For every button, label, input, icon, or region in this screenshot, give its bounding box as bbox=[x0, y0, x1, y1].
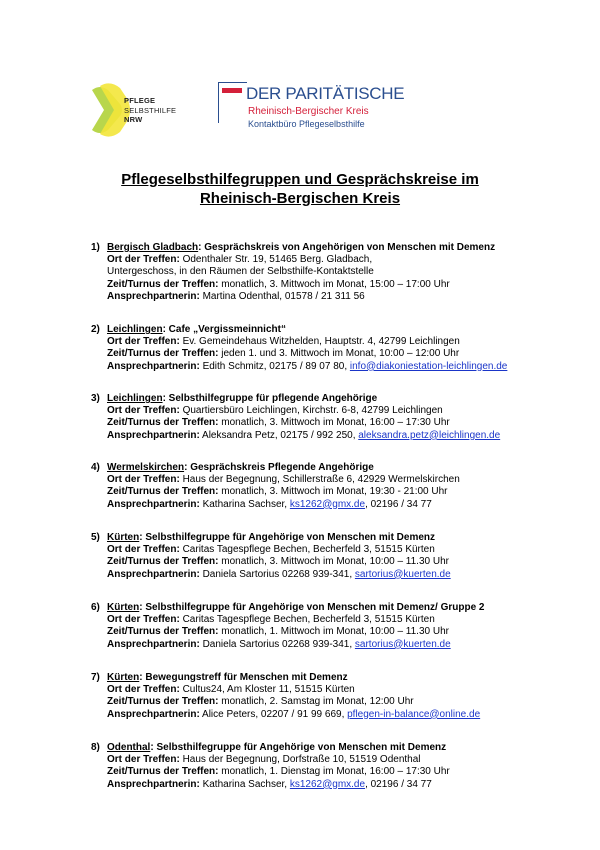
entry-group-name: Selbsthilfegruppe für Angehörige von Menschen mit Demenz bbox=[153, 742, 447, 753]
entry-number: 6) bbox=[91, 602, 100, 613]
meeting-place-extra: Untergeschoss, in den Räumen der Selbsthilfe-Kontaktstelle bbox=[107, 266, 374, 278]
entry-separator: : bbox=[198, 242, 202, 253]
meeting-place-value: Caritas Tagespflege Bechen, Becherfeld 3, 51515 Kürten bbox=[179, 614, 435, 626]
list-item bbox=[91, 393, 500, 442]
entry-location: Kürten bbox=[107, 602, 140, 613]
entry-separator: : bbox=[184, 462, 188, 473]
entry-group-name: Bewegungstreff für Menschen mit Demenz bbox=[142, 672, 348, 683]
contact-email-link[interactable]: pflegen-in-balance@online.de bbox=[347, 708, 481, 720]
entry-number: 8) bbox=[91, 742, 100, 753]
contact-phone: , 02196 / 34 77 bbox=[365, 778, 432, 790]
contact-email-link[interactable]: ks1262@gmx.de bbox=[289, 778, 366, 790]
selbsthilfe-word: SELBSTHILFE bbox=[124, 105, 177, 115]
meeting-place-value: Caritas Tagespflege Bechen, Becherfeld 3, 51515 Kürten bbox=[179, 544, 435, 556]
entry-separator: : bbox=[139, 672, 143, 683]
entry-number: 3) bbox=[91, 393, 100, 404]
meeting-time-label: Zeit/Turnus der Treffen: bbox=[107, 626, 219, 638]
meeting-time-value: monatlich, 3. Mittwoch im Monat, 15:00 – 17:00 Uhr bbox=[218, 278, 450, 290]
pflege-selbsthilfe-wordmark bbox=[124, 96, 176, 125]
meeting-place-value: Quartiersbüro Leichlingen, Kirchstr. 6-8, 42799 Leichlingen bbox=[179, 405, 443, 417]
contact-value: Edith Schmitz, 02175 / 89 07 80, bbox=[199, 360, 350, 372]
entry-number: 4) bbox=[91, 462, 100, 473]
meeting-time-value: monatlich, 1. Mittwoch im Monat, 10:00 – 11.30 Uhr bbox=[218, 626, 449, 638]
entry-meeting-place bbox=[91, 254, 495, 266]
entry-meeting-time bbox=[91, 556, 451, 568]
meeting-place-value: Cultus24, Am Kloster 11, 51515 Kürten bbox=[179, 684, 355, 696]
meeting-time-value: monatlich, 1. Dienstag im Monat, 16:00 – 17:30 Uhr bbox=[218, 766, 450, 778]
entry-heading bbox=[91, 602, 484, 614]
entry-heading bbox=[91, 242, 495, 254]
meeting-time-value: monatlich, 3. Mittwoch im Monat, 19:30 - 21:00 Uhr bbox=[218, 486, 448, 498]
entry-meeting-time bbox=[91, 696, 480, 708]
entry-meeting-time bbox=[91, 626, 484, 638]
meeting-place-label: Ort der Treffen: bbox=[107, 336, 180, 348]
contact-label: Ansprechpartnerin: bbox=[107, 778, 200, 790]
entry-meeting-place bbox=[91, 474, 460, 486]
meeting-place-value: Ev. Gemeindehaus Witzhelden, Hauptstr. 4, 42799 Leichlingen bbox=[179, 336, 460, 348]
entry-meeting-place bbox=[91, 405, 500, 417]
contact-email-link[interactable]: aleksandra.petz@leichlingen.de bbox=[358, 429, 501, 441]
entry-location: Odenthal bbox=[107, 742, 151, 753]
entry-contact bbox=[91, 291, 495, 303]
meeting-place-label: Ort der Treffen: bbox=[107, 474, 180, 486]
entry-location: Bergisch Gladbach bbox=[107, 242, 199, 253]
entry-meeting-time bbox=[91, 348, 507, 360]
paritaetische-region: Rheinisch-Bergischer Kreis bbox=[248, 106, 369, 117]
entry-contact bbox=[91, 709, 480, 721]
entry-heading bbox=[91, 393, 500, 405]
entry-contact bbox=[91, 499, 460, 511]
contact-value: Alice Peters, 02207 / 91 99 669, bbox=[199, 708, 348, 720]
entry-location: Wermelskirchen bbox=[107, 462, 185, 473]
document-title bbox=[0, 170, 600, 208]
entry-contact bbox=[91, 639, 484, 651]
meeting-time-label: Zeit/Turnus der Treffen: bbox=[107, 766, 219, 778]
entry-meeting-time bbox=[91, 279, 495, 291]
pflege-word: PFLEGE bbox=[124, 96, 156, 105]
contact-value: Martina Odenthal, 01578 / 21 311 56 bbox=[199, 290, 365, 302]
entry-contact bbox=[91, 430, 500, 442]
entry-meeting-time bbox=[91, 766, 450, 778]
contact-value: Katharina Sachser, bbox=[199, 498, 290, 510]
list-item bbox=[91, 742, 450, 791]
entry-location: Kürten bbox=[107, 532, 140, 543]
contact-label: Ansprechpartnerin: bbox=[107, 708, 200, 720]
entry-number: 5) bbox=[91, 532, 100, 543]
entry-group-name: Selbsthilfegruppe für pflegende Angehörige bbox=[165, 393, 378, 404]
entry-separator: : bbox=[139, 602, 143, 613]
entry-meeting-place bbox=[91, 544, 451, 556]
list-item bbox=[91, 532, 451, 581]
entry-heading bbox=[91, 532, 451, 544]
contact-email-link[interactable]: sartorius@kuerten.de bbox=[354, 568, 451, 580]
paritaetische-logo bbox=[218, 82, 408, 138]
paritaetische-office: Kontaktbüro Pflegeselbsthilfe bbox=[248, 119, 365, 129]
contact-value: Daniela Sartorius 02268 939-341, bbox=[199, 638, 355, 650]
entry-meeting-time bbox=[91, 486, 460, 498]
contact-label: Ansprechpartnerin: bbox=[107, 290, 200, 302]
entry-number: 2) bbox=[91, 324, 100, 335]
meeting-time-label: Zeit/Turnus der Treffen: bbox=[107, 417, 219, 429]
entry-meeting-place bbox=[91, 336, 507, 348]
entry-heading bbox=[91, 462, 460, 474]
entry-group-name: Selbsthilfegruppe für Angehörige von Menschen mit Demenz bbox=[142, 532, 436, 543]
contact-email-link[interactable]: ks1262@gmx.de bbox=[289, 498, 366, 510]
entry-contact bbox=[91, 569, 451, 581]
entry-separator: : bbox=[162, 393, 166, 404]
meeting-time-value: monatlich, 2. Samstag im Monat, 12:00 Uhr bbox=[218, 696, 414, 708]
nrw-word: NRW bbox=[124, 115, 143, 124]
entry-group-name: Cafe „Vergissmeinnicht“ bbox=[165, 324, 286, 335]
meeting-place-label: Ort der Treffen: bbox=[107, 614, 180, 626]
meeting-place-value: Haus der Begegnung, Schillerstraße 6, 42929 Wermelskirchen bbox=[179, 474, 460, 486]
entry-heading bbox=[91, 672, 480, 684]
entry-location: Leichlingen bbox=[107, 324, 163, 335]
entry-contact bbox=[91, 779, 450, 791]
meeting-time-value: monatlich, 3. Mittwoch im Monat, 10:00 – 11.30 Uhr bbox=[218, 556, 449, 568]
entry-number: 1) bbox=[91, 242, 100, 253]
contact-value: Katharina Sachser, bbox=[199, 778, 290, 790]
meeting-time-label: Zeit/Turnus der Treffen: bbox=[107, 348, 219, 360]
contact-label: Ansprechpartnerin: bbox=[107, 568, 200, 580]
entry-group-name: Selbsthilfegruppe für Angehörige von Menschen mit Demenz/ Gruppe 2 bbox=[142, 602, 485, 613]
entry-meeting-time bbox=[91, 417, 500, 429]
entry-heading bbox=[91, 324, 507, 336]
entry-meeting-place bbox=[91, 614, 484, 626]
entry-number: 7) bbox=[91, 672, 100, 683]
contact-value: Daniela Sartorius 02268 939-341, bbox=[199, 568, 355, 580]
meeting-place-label: Ort der Treffen: bbox=[107, 254, 180, 266]
contact-label: Ansprechpartnerin: bbox=[107, 429, 200, 441]
meeting-time-value: jeden 1. und 3. Mittwoch im Monat, 10:00 – 12:00 Uhr bbox=[218, 348, 460, 360]
list-item bbox=[91, 602, 484, 651]
entry-meeting-place bbox=[91, 754, 450, 766]
list-item bbox=[91, 324, 507, 373]
contact-label: Ansprechpartnerin: bbox=[107, 638, 200, 650]
contact-email-link[interactable]: info@diakoniestation-leichlingen.de bbox=[349, 360, 508, 372]
meeting-place-label: Ort der Treffen: bbox=[107, 405, 180, 417]
entry-location: Kürten bbox=[107, 672, 140, 683]
entry-separator: : bbox=[139, 532, 143, 543]
list-item bbox=[91, 242, 495, 303]
contact-email-link[interactable]: sartorius@kuerten.de bbox=[354, 638, 451, 650]
entry-separator: : bbox=[150, 742, 154, 753]
contact-label: Ansprechpartnerin: bbox=[107, 498, 200, 510]
meeting-place-value: Odenthaler Str. 19, 51465 Berg. Gladbach, bbox=[179, 254, 373, 266]
entry-contact bbox=[91, 361, 507, 373]
entry-group-name: Gesprächskreis Pflegende Angehörige bbox=[187, 462, 374, 473]
meeting-place-label: Ort der Treffen: bbox=[107, 754, 180, 766]
meeting-time-label: Zeit/Turnus der Treffen: bbox=[107, 556, 219, 568]
paritaetische-red-bar-icon bbox=[222, 88, 242, 93]
meeting-place-label: Ort der Treffen: bbox=[107, 544, 180, 556]
list-item bbox=[91, 462, 460, 511]
title-line-2: Rheinisch-Bergischen Kreis bbox=[199, 190, 401, 207]
meeting-time-label: Zeit/Turnus der Treffen: bbox=[107, 278, 219, 290]
entry-separator: : bbox=[162, 324, 166, 335]
entry-heading bbox=[91, 742, 450, 754]
meeting-time-value: monatlich, 3. Mittwoch im Monat, 16:00 – 17:30 Uhr bbox=[218, 417, 450, 429]
meeting-time-label: Zeit/Turnus der Treffen: bbox=[107, 486, 219, 498]
contact-label: Ansprechpartnerin: bbox=[107, 360, 200, 372]
entry-location: Leichlingen bbox=[107, 393, 163, 404]
meeting-place-label: Ort der Treffen: bbox=[107, 684, 180, 696]
title-line-1: Pflegeselbsthilfegruppen und Gesprächskreise im bbox=[121, 171, 479, 188]
entry-group-name: Gesprächskreis von Angehörigen von Menschen mit Demenz bbox=[201, 242, 496, 253]
entry-meeting-place bbox=[91, 684, 480, 696]
meeting-time-label: Zeit/Turnus der Treffen: bbox=[107, 696, 219, 708]
paritaetische-title: DER PARITÄTISCHE bbox=[246, 84, 405, 103]
list-item bbox=[91, 672, 480, 721]
meeting-place-value: Haus der Begegnung, Dorfstraße 10, 51519 Odenthal bbox=[179, 754, 421, 766]
contact-value: Aleksandra Petz, 02175 / 992 250, bbox=[199, 429, 359, 441]
contact-phone: , 02196 / 34 77 bbox=[365, 498, 432, 510]
header-logos bbox=[0, 0, 600, 150]
